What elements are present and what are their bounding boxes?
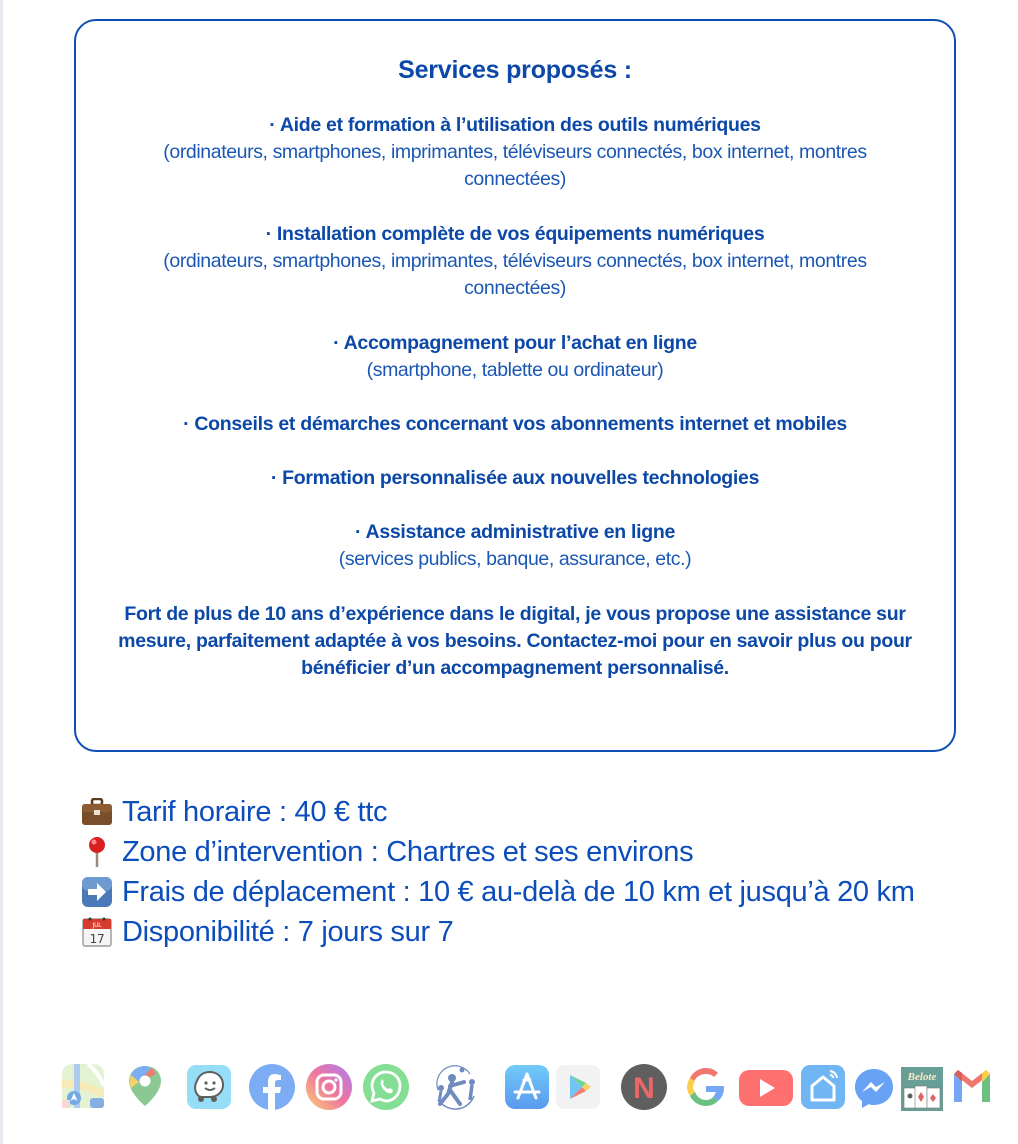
youtube-icon[interactable] <box>737 1060 795 1114</box>
service-detail: (ordinateurs, smartphones, imprimantes, téléviseurs connectés, box internet, montres connectées) <box>163 250 867 299</box>
service-item-installation <box>76 221 954 302</box>
instagram-icon[interactable] <box>305 1060 353 1114</box>
info-row-zone <box>80 832 915 872</box>
app-store-icon[interactable] <box>503 1060 551 1114</box>
apple-maps-icon[interactable] <box>60 1060 108 1114</box>
securite-sociale-icon[interactable] <box>430 1060 482 1114</box>
calendar-icon <box>80 915 114 949</box>
whatsapp-icon[interactable] <box>362 1060 410 1114</box>
info-row-tarif <box>80 792 915 832</box>
belote-icon[interactable] <box>900 1060 944 1114</box>
left-edge-strip <box>0 0 3 1144</box>
info-list <box>80 792 915 952</box>
service-detail: (ordinateurs, smartphones, imprimantes, téléviseurs connectés, box internet, montres connectées) <box>163 141 867 190</box>
info-text: Tarif horaire : 40 € ttc <box>122 795 388 828</box>
calendar-day: 17 <box>89 932 105 946</box>
service-item-assistance-administrative <box>76 519 954 573</box>
google-icon[interactable] <box>683 1060 729 1114</box>
facebook-icon[interactable] <box>248 1060 296 1114</box>
info-row-frais <box>80 872 915 912</box>
service-heading: · Accompagnement pour l’achat en ligne <box>333 332 697 354</box>
netflix-icon[interactable] <box>620 1060 668 1114</box>
service-item-achat-en-ligne <box>76 330 954 384</box>
service-detail: (smartphone, tablette ou ordinateur) <box>366 359 664 381</box>
messenger-icon[interactable] <box>852 1060 896 1114</box>
google-play-icon[interactable] <box>555 1060 601 1114</box>
gmail-icon[interactable] <box>950 1060 994 1114</box>
service-item-aide-formation <box>76 112 954 193</box>
info-text: Frais de déplacement : 10 € au-delà de 10 km et jusqu’à 20 km <box>122 875 915 908</box>
service-detail: (services publics, banque, assurance, etc.) <box>338 548 692 570</box>
service-heading: · Conseils et démarches concernant vos abonnements internet et mobiles <box>183 413 847 435</box>
info-row-disponibilite <box>80 912 915 952</box>
app-links-row <box>0 1060 1018 1116</box>
google-maps-icon[interactable] <box>126 1060 164 1114</box>
netflix-letter: N <box>633 1072 655 1105</box>
service-item-conseils-abonnements <box>76 411 954 438</box>
info-text: Disponibilité : 7 jours sur 7 <box>122 915 454 948</box>
service-item-formation-technologies <box>76 465 954 492</box>
belote-label: Belote <box>907 1071 937 1083</box>
service-heading: · Assistance administrative en ligne <box>354 521 676 543</box>
pushpin-icon <box>80 835 114 869</box>
service-heading: · Formation personnalisée aux nouvelles technologies <box>270 467 760 489</box>
services-title: Services proposés : <box>398 56 632 84</box>
service-heading: · Aide et formation à l’utilisation des outils numériques <box>269 114 761 136</box>
briefcase-icon <box>80 795 114 829</box>
info-text: Zone d’intervention : Chartres et ses environs <box>122 835 694 868</box>
service-heading: · Installation complète de vos équipements numériques <box>265 223 765 245</box>
right-arrow-icon <box>80 875 114 909</box>
smart-home-icon[interactable] <box>800 1060 846 1114</box>
closing-paragraph: Fort de plus de 10 ans d’expérience dans le digital, je vous propose une assistance sur mesure, parfaitement adaptée à vos besoins. Contactez-moi pour en savoir plus ou pour bénéficier d’un accompagnement personnalisé. <box>118 603 912 679</box>
services-box <box>74 19 956 752</box>
calendar-month: JUL <box>92 922 102 929</box>
waze-icon[interactable] <box>186 1060 232 1114</box>
